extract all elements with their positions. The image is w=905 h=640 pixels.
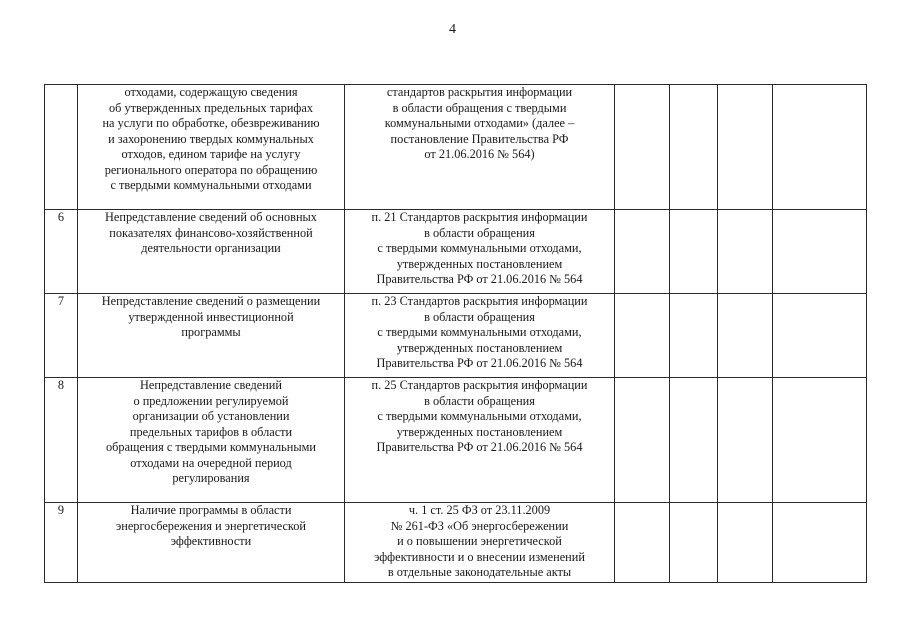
empty-cell (718, 378, 773, 503)
legal-basis-line: ч. 1 ст. 25 ФЗ от 23.11.2009 (408, 503, 551, 517)
violation-line: показателях финансово-хозяйственной (109, 225, 313, 240)
empty-cell (718, 85, 773, 210)
violation-line: энергосбережения и энергетической (115, 518, 306, 533)
violation-line: Непредставление сведений об основных (105, 210, 317, 224)
legal-basis-line: в отдельные законодательные акты (387, 565, 572, 579)
table-row (45, 378, 867, 503)
violation-cell (78, 378, 345, 503)
empty-cell (615, 210, 670, 294)
row-number: 7 (45, 294, 78, 378)
violation-line: регионального оператора по обращению (104, 162, 318, 177)
violations-table (44, 84, 867, 583)
empty-cell (773, 294, 867, 378)
legal-basis-line: и о повышении энергетической (397, 534, 562, 548)
violation-line: о предложении регулируемой (133, 393, 289, 408)
legal-basis-line: п. 25 Стандартов раскрытия информации (371, 378, 588, 392)
table-row (45, 210, 867, 294)
legal-basis-line: Правительства РФ от 21.06.2016 № 564 (376, 440, 583, 454)
violation-line: организации об установлении (132, 409, 290, 423)
empty-cell (773, 503, 867, 583)
violation-line: отходами, содержащую сведения (124, 85, 298, 99)
violation-line: предельных тарифов в области (129, 424, 293, 439)
legal-basis-line: п. 23 Стандартов раскрытия информации (371, 294, 588, 308)
legal-basis-line: с твердыми коммунальными отходами, (377, 241, 582, 255)
violation-line: Наличие программы в области (130, 503, 292, 517)
empty-cell (773, 378, 867, 503)
empty-cell (615, 378, 670, 503)
empty-cell (670, 378, 718, 503)
empty-cell (773, 210, 867, 294)
violation-line: утвержденной инвестиционной (128, 309, 294, 324)
empty-cell (718, 210, 773, 294)
table-row (45, 294, 867, 378)
violation-line: программы (181, 325, 241, 339)
legal-basis-line: стандартов раскрытия информации (386, 85, 573, 99)
violation-line: регулирования (172, 471, 250, 485)
empty-cell (670, 85, 718, 210)
violation-line: Непредставление сведений о размещении (101, 294, 321, 308)
empty-cell (615, 294, 670, 378)
empty-cell (615, 503, 670, 583)
row-number: 8 (45, 378, 78, 503)
legal-basis-line: с твердыми коммунальными отходами, (377, 325, 582, 339)
violation-line: Непредставление сведений (140, 378, 282, 392)
legal-basis-line: с твердыми коммунальными отходами, (377, 409, 582, 423)
violation-line: деятельности организации (141, 241, 281, 255)
legal-basis-cell (345, 503, 615, 583)
legal-basis-cell (345, 210, 615, 294)
empty-cell (615, 85, 670, 210)
legal-basis-line: Правительства РФ от 21.06.2016 № 564 (376, 272, 583, 286)
legal-basis-line: Правительства РФ от 21.06.2016 № 564 (376, 356, 583, 370)
violation-line: на услуги по обработке, обезвреживанию (102, 116, 320, 130)
violation-line: отходов, едином тарифе на услугу (121, 147, 301, 161)
row-number: 9 (45, 503, 78, 583)
empty-cell (670, 294, 718, 378)
legal-basis-line: п. 21 Стандартов раскрытия информации (371, 210, 588, 224)
row-number (45, 85, 78, 210)
legal-basis-line: в области обращения (424, 309, 535, 324)
legal-basis-line: коммунальными отходами» (далее – (384, 116, 575, 130)
violation-cell (78, 503, 345, 583)
legal-basis-line: № 261-ФЗ «Об энергосбережении (390, 518, 569, 533)
legal-basis-line: в области обращения (424, 225, 535, 240)
violation-cell (78, 85, 345, 210)
legal-basis-cell (345, 294, 615, 378)
empty-cell (718, 503, 773, 583)
violation-cell (78, 294, 345, 378)
violation-line: с твердыми коммунальными отходами (110, 178, 312, 192)
legal-basis-line: эффективности и о внесении изменений (374, 549, 585, 564)
row-number: 6 (45, 210, 78, 294)
violation-line: эффективности (170, 534, 252, 548)
violation-line: и захоронению твердых коммунальных (108, 131, 314, 146)
empty-cell (670, 210, 718, 294)
empty-cell (773, 85, 867, 210)
legal-basis-line: утвержденных постановлением (396, 340, 563, 355)
empty-cell (670, 503, 718, 583)
legal-basis-line: утвержденных постановлением (396, 256, 563, 271)
legal-basis-line: от 21.06.2016 № 564) (424, 147, 535, 161)
violation-line: отходами на очередной период (130, 455, 292, 470)
legal-basis-line: в области обращения с твердыми (392, 100, 567, 115)
violation-cell (78, 210, 345, 294)
legal-basis-cell (345, 85, 615, 210)
empty-cell (718, 294, 773, 378)
legal-basis-line: постановление Правительства РФ (390, 131, 569, 146)
table-row (45, 503, 867, 583)
legal-basis-line: в области обращения (424, 393, 535, 408)
legal-basis-line: утвержденных постановлением (396, 424, 563, 439)
page-number: 4 (449, 22, 456, 37)
legal-basis-cell (345, 378, 615, 503)
violation-line: обращения с твердыми коммунальными (106, 440, 316, 454)
violation-line: об утвержденных предельных тарифах (108, 100, 314, 115)
table-row (45, 85, 867, 210)
